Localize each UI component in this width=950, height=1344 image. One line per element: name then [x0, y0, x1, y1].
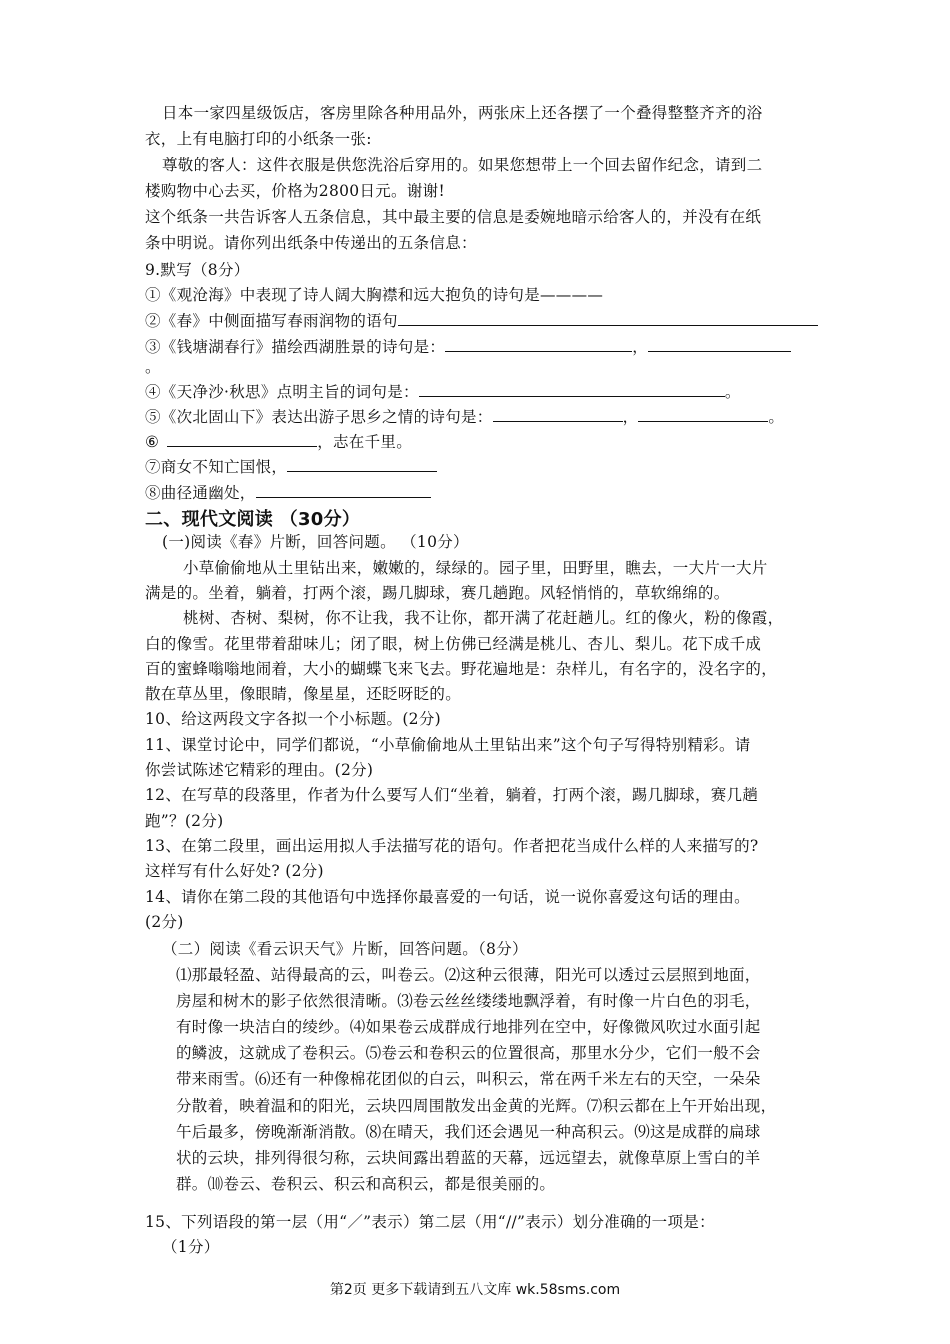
question-14-cont: (2分)	[145, 913, 184, 931]
answer-blank[interactable]	[167, 432, 317, 447]
passage-line: 满是的。坐着，躺着，打两个滚，踢几脚球，赛几趟跑。风轻悄悄的，草软绵绵的。	[145, 584, 730, 602]
q9-item-4	[145, 380, 741, 402]
question-15: 15、下列语段的第一层（用“／”表示）第二层（用“//”表示）划分准确的一项是：	[145, 1213, 715, 1231]
comma: ，	[622, 408, 639, 426]
passage-line: 群。⑽卷云、卷积云、积云和高积云，都是很美丽的。	[176, 1175, 556, 1193]
q9-item-2-text: ②《春》中侧面描写春雨润物的语句	[145, 312, 398, 330]
period: 。	[724, 383, 741, 401]
part2-title: （二）阅读《看云识天气》片断，回答问题。（8分）	[162, 940, 528, 958]
q9-title: 9.默写（8分）	[145, 261, 250, 279]
q9-item-1: ①《观沧海》中表现了诗人阔大胸襟和远大抱负的诗句是————	[145, 286, 604, 304]
q9-item-4-text: ④《天净沙·秋思》点明主旨的词句是：	[145, 383, 419, 401]
passage-line: 的鳞波，这就成了卷积云。⑸卷云和卷积云的位置很高，那里水分少，它们一般不会	[176, 1044, 761, 1062]
q9-item-6	[145, 430, 412, 452]
passage-line: ⑴那最轻盈、站得最高的云，叫卷云。⑵这种云很薄，阳光可以透过云层照到地面，	[176, 966, 761, 984]
q9-item-8-text: ⑧曲径通幽处，	[145, 484, 256, 502]
question-11-cont: 你尝试陈述它精彩的理由。(2分)	[145, 761, 374, 779]
answer-blank[interactable]	[419, 382, 725, 397]
passage-line: 桃树、杏树、梨树，你不让我，我不让你，都开满了花赶趟儿。红的像火，粉的像霞，	[183, 609, 784, 627]
passage-line: 分散着，映着温和的阳光，云块四周围散发出金黄的光辉。⑺积云都在上午开始出现，	[176, 1097, 777, 1115]
answer-blank[interactable]	[445, 337, 632, 352]
q9-item-7-text: ⑦商女不知亡国恨，	[145, 458, 288, 476]
passage-line: 房屋和树木的影子依然很清晰。⑶卷云丝丝缕缕地飘浮着，有时像一片白色的羽毛，	[176, 992, 761, 1010]
intro-line: 楼购物中心去买，价格为2800日元。谢谢!	[145, 182, 445, 200]
passage-line: 状的云块，排列得很匀称，云块间露出碧蓝的天幕，远远望去，就像草原上雪白的羊	[176, 1149, 761, 1167]
part1-title: (一)阅读《春》片断，回答问题。 （10分）	[162, 533, 469, 551]
answer-blank[interactable]	[493, 407, 623, 422]
intro-line: 尊敬的客人：这件衣服是供您洗浴后穿用的。如果您想带上一个回去留作纪念，请到二	[162, 156, 763, 174]
answer-blank[interactable]	[256, 483, 431, 498]
question-11: 11、课堂讨论中，同学们都说，“小草偷偷地从土里钻出来”这个句子写得特别精彩。请	[145, 736, 751, 754]
question-15-score: （1分）	[162, 1238, 220, 1256]
question-14: 14、请你在第二段的其他语句中选择你最喜爱的一句话，说一说你喜爱这句话的理由。	[145, 888, 750, 906]
q9-item-3	[145, 335, 791, 357]
page-footer: 第2页 更多下载请到五八文库 wk.58sms.com	[329, 1282, 621, 1298]
intro-line: 日本一家四星级饭店，客房里除各种用品外，两张床上还各摆了一个叠得整整齐齐的浴	[162, 104, 763, 122]
passage-line: 百的蜜蜂嗡嗡地闹着，大小的蝴蝶飞来飞去。野花遍地是：杂样儿，有名字的，没名字的，	[145, 660, 778, 678]
q9-item-6-number: ⑥	[145, 433, 160, 451]
q9-item-7	[145, 455, 437, 477]
q9-item-5	[145, 405, 784, 427]
answer-blank[interactable]	[638, 407, 768, 422]
question-13-cont: 这样写有什么好处? (2分)	[145, 862, 324, 880]
period: 。	[768, 408, 785, 426]
intro-line: 这个纸条一共告诉客人五条信息，其中最主要的信息是委婉地暗示给客人的，并没有在纸	[145, 208, 762, 226]
question-12: 12、在写草的段落里，作者为什么要写人们“坐着，躺着，打两个滚，踢几脚球，赛几趟	[145, 786, 759, 804]
answer-blank[interactable]	[287, 457, 437, 472]
q9-item-8	[145, 481, 431, 503]
question-12-cont: 跑”？(2分)	[145, 812, 224, 830]
answer-blank[interactable]	[648, 337, 791, 352]
passage-line: 小草偷偷地从土里钻出来，嫩嫩的，绿绿的。园子里，田野里，瞧去，一大片一大片	[183, 559, 768, 577]
passage-line: 午后最多，傍晚渐渐消散。⑻在晴天，我们还会遇见一种高积云。⑼这是成群的扁球	[176, 1123, 761, 1141]
section-heading: 二、现代文阅读 （30分）	[145, 509, 361, 530]
passage-line: 有时像一块洁白的绫纱。⑷如果卷云成群成行地排列在空中，好像微风吹过水面引起	[176, 1018, 761, 1036]
intro-line: 衣，上有电脑打印的小纸条一张:	[145, 130, 372, 148]
q9-item-6-text: ，志在千里。	[317, 433, 413, 451]
q9-item-2	[145, 309, 818, 331]
passage-line: 白的像雪。花里带着甜味儿；闭了眼，树上仿佛已经满是桃儿、杏儿、梨儿。花下成千成	[145, 635, 762, 653]
comma: ，	[632, 338, 649, 356]
q9-item-3-period: 。	[145, 358, 161, 376]
passage-line: 带来雨雪。⑹还有一种像棉花团似的白云，叫积云，常在两千米左右的天空，一朵朵	[176, 1070, 761, 1088]
answer-blank[interactable]	[398, 311, 818, 326]
question-13: 13、在第二段里，画出运用拟人手法描写花的语句。作者把花当成什么样的人来描写的?	[145, 837, 759, 855]
question-10: 10、给这两段文字各拟一个小标题。(2分)	[145, 710, 441, 728]
intro-line: 条中明说。请你列出纸条中传递出的五条信息：	[145, 234, 477, 252]
q9-item-5-text: ⑤《次北固山下》表达出游子思乡之情的诗句是：	[145, 408, 493, 426]
passage-line: 散在草丛里，像眼睛，像星星，还眨呀眨的。	[145, 685, 462, 703]
q9-item-3-text: ③《钱塘湖春行》描绘西湖胜景的诗句是：	[145, 338, 446, 356]
